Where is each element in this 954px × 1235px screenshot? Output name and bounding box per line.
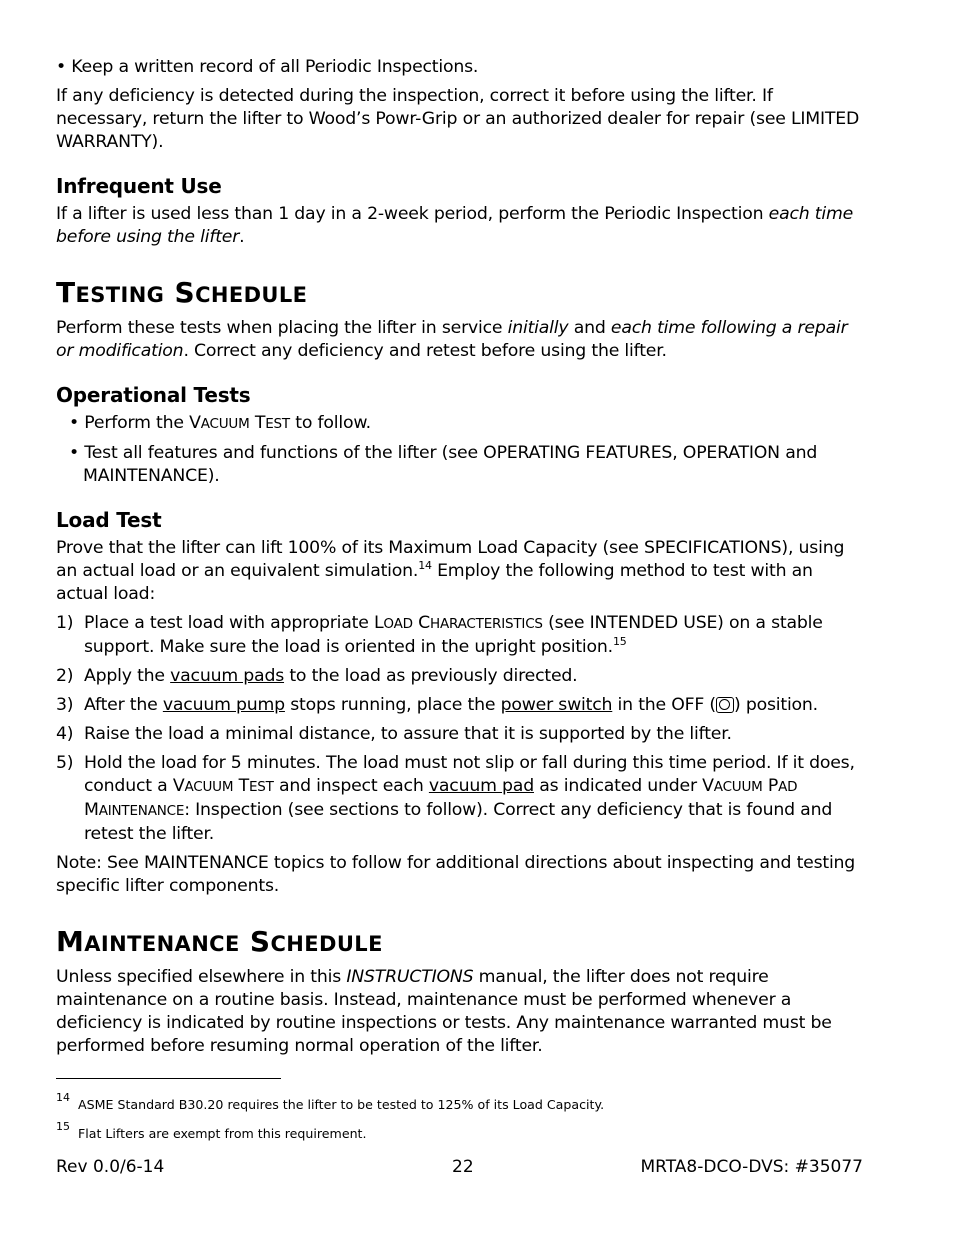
- operational-bullet-1: • Perform the VACUUM TEST to follow.: [69, 413, 371, 433]
- footnote-divider: [56, 1078, 281, 1079]
- testing-schedule-paragraph: Perform these tests when placing the lifter in service initially and each time following a repair or modification. Correct any deficiency and retest before using the lifter.: [56, 318, 848, 361]
- load-step-2: 2) Apply the vacuum pads to the load as previously directed.: [56, 666, 578, 686]
- page-content: [56, 56, 868, 1058]
- infrequent-use-heading: Infrequent Use: [56, 174, 222, 198]
- load-step-3: 3) After the vacuum pump stops running, place the power switch in the OFF ( ) position.: [56, 695, 818, 715]
- revision-label: Rev 0.0/6-14: [56, 1157, 165, 1177]
- load-step-5: 5) Hold the load for 5 minutes. The load must not slip or fall during this time period. If it does, conduct a VACUUM TEST and inspect each vacuum pad as indicated under VACUUM PAD MAINTENANCE: Inspection (see sections to follow). Correct any deficiency that is found and retest the lifter.: [56, 753, 855, 844]
- record-bullet: • Keep a written record of all Periodic Inspections.: [56, 57, 479, 77]
- maintenance-schedule-heading: MAINTENANCE SCHEDULE: [56, 925, 383, 958]
- document-id: MRTA8-DCO-DVS: #35077: [640, 1157, 863, 1177]
- load-step-1: 1) Place a test load with appropriate LOAD CHARACTERISTICS (see INTENDED USE) on a stable support. Make sure the load is oriented in the upright position.$^{15}$: [56, 613, 823, 657]
- load-test-paragraph: Prove that the lifter can lift 100% of its Maximum Load Capacity (see SPECIFICATIONS), using an actual load or an equivalent simulation.$^{14}$ Employ the following method to test with an actual load:: [56, 538, 845, 604]
- footnote-15: $^{15}$ Flat Lifters are exempt from this requirement.: [56, 1119, 367, 1141]
- load-test-heading: Load Test: [56, 508, 162, 532]
- page-number: 22: [452, 1157, 474, 1177]
- footnote-14: $^{14}$ ASME Standard B30.20 requires the lifter to be tested to 125% of its Load Capacity.: [56, 1090, 605, 1112]
- operational-bullet-2: • Test all features and functions of the lifter (see OPERATING FEATURES, OPERATION and MAINTENANCE).: [69, 443, 818, 486]
- footnote-ref-14: 14: [418, 559, 432, 573]
- footnote-ref-15: 15: [612, 635, 627, 649]
- infrequent-use-paragraph: If a lifter is used less than 1 day in a 2-week period, perform the Periodic Inspection each time before using the lifter.: [56, 204, 854, 247]
- load-step-4: 4) Raise the load a minimal distance, to assure that it is supported by the lifter.: [56, 724, 732, 744]
- testing-schedule-heading: TESTING SCHEDULE: [56, 276, 308, 309]
- power-off-icon: [716, 697, 734, 713]
- load-test-note: Note: See MAINTENANCE topics to follow for additional directions about inspecting and testing specific lifter components.: [56, 853, 856, 896]
- operational-tests-heading: Operational Tests: [56, 383, 251, 407]
- deficiency-paragraph: If any deficiency is detected during the inspection, correct it before using the lifter. If necessary, return the lifter to Wood’s Powr-Grip or an authorized dealer for repair (see LIMITED WARRANTY).: [56, 86, 860, 152]
- maintenance-paragraph: Unless specified elsewhere in this INSTRUCTIONS manual, the lifter does not require maintenance on a routine basis. Instead, maintenance must be performed whenever a deficiency is indicated by routine inspections or tests. Any maintenance warranted must be performed before resuming normal operation of the lifter.: [56, 967, 832, 1056]
